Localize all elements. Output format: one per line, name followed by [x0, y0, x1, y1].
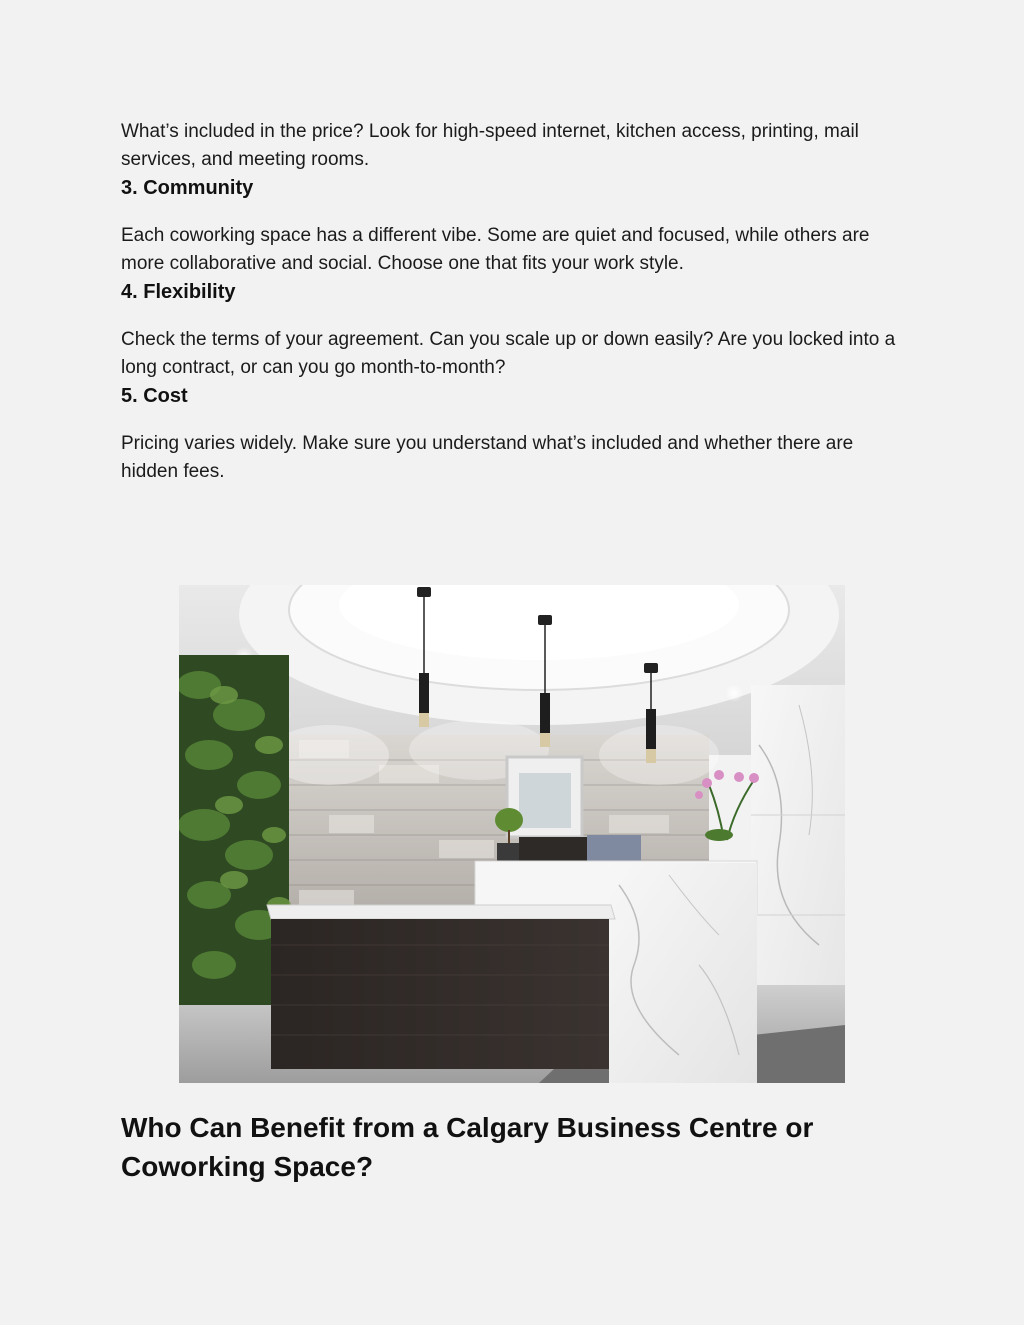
flexibility-paragraph: Check the terms of your agreement. Can you scale up or down easily? Are you locked into a long contract, or can you go month-to-month? — [121, 329, 896, 378]
section-title: Who Can Benefit from a Calgary Business Centre or Coworking Space? — [121, 1112, 814, 1182]
flexibility-heading: 4. Flexibility — [121, 281, 236, 303]
community-heading: 3. Community — [121, 177, 254, 199]
community-paragraph: Each coworking space has a different vibe. Some are quiet and focused, while others are more collaborative and social. Choose one that fits your work style. — [121, 225, 870, 274]
article-body — [121, 118, 911, 486]
cost-heading: 5. Cost — [121, 385, 188, 407]
reception-photo — [179, 585, 845, 1083]
cost-paragraph: Pricing varies widely. Make sure you understand what’s included and whether there are hidden fees. — [121, 433, 854, 482]
intro-paragraph: What’s included in the price? Look for high-speed internet, kitchen access, printing, mail services, and meeting rooms. — [121, 121, 859, 170]
